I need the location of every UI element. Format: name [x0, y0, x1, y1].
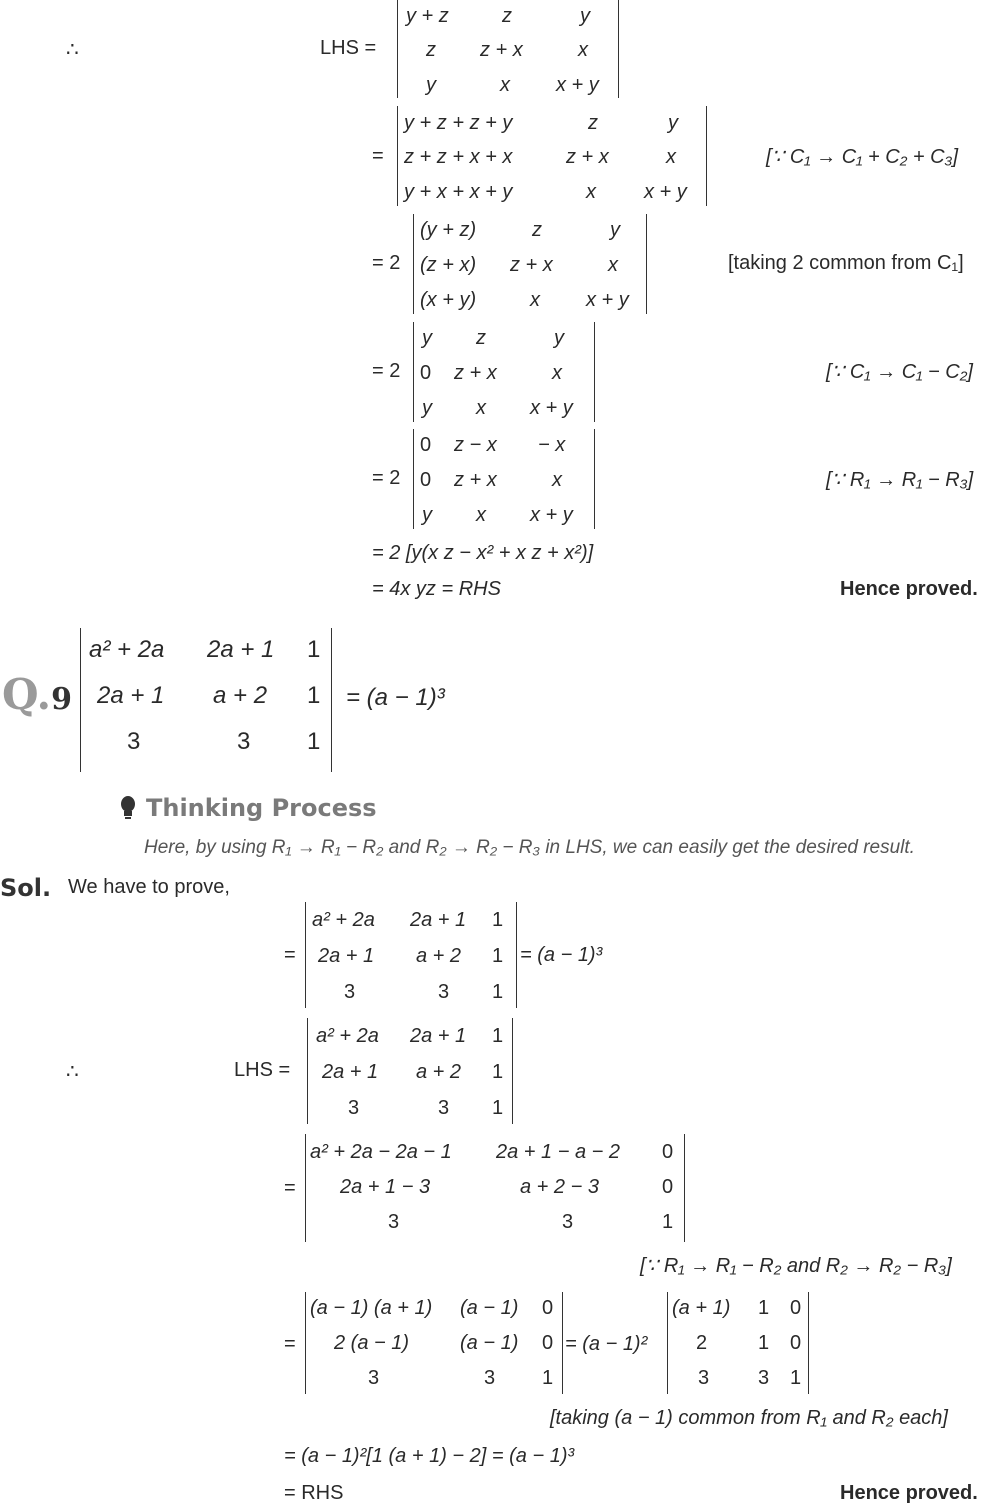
note-column-op-1: [∵ C₁ → C₁ + C₂ + C₃] — [766, 146, 959, 168]
solE-r3c3: 1 — [790, 1367, 802, 1389]
det4-r1c2: z — [476, 327, 486, 349]
thinking-process-title: Thinking Process — [146, 794, 377, 822]
solD-r1c3: 0 — [542, 1297, 554, 1319]
question-num: 9 — [51, 682, 72, 717]
solB-r3c3: 1 — [492, 1097, 504, 1119]
det1-r2c2: z + x — [480, 39, 523, 61]
q9-r2c2: a + 2 — [213, 682, 268, 709]
solA-r2c1: 2a + 1 — [318, 945, 375, 967]
det5-r3c3: x + y — [530, 504, 573, 526]
hence-proved-1: Hence proved. — [840, 578, 978, 600]
det4-r2c3: x — [552, 362, 562, 384]
sol-determinant-b — [307, 1018, 513, 1124]
det3-r2c3: x — [608, 254, 618, 276]
q9-r3c1: 3 — [127, 728, 141, 755]
det1-r2c3: x — [578, 39, 588, 61]
solE-r3c2: 3 — [758, 1367, 770, 1389]
det1-r1c3: y — [580, 5, 590, 27]
sol-line-1: = (a − 1)²[1 (a + 1) − 2] = (a − 1)³ — [284, 1445, 575, 1467]
solE-r3c1: 3 — [698, 1367, 710, 1389]
det5-r2c2: z + x — [454, 469, 497, 491]
solD-r1c1: (a − 1) (a + 1) — [310, 1297, 433, 1319]
det1-r3c2: x — [500, 74, 510, 96]
det2-r3c3: x + y — [644, 181, 687, 203]
solB-r2c3: 1 — [492, 1061, 504, 1083]
det2-r1c2: z — [588, 112, 598, 134]
question-dot: . — [36, 670, 52, 719]
sol-equals-a: = — [284, 944, 296, 966]
solD-r3c2: 3 — [484, 1367, 496, 1389]
solB-r2c1: 2a + 1 — [322, 1061, 379, 1083]
det5-r2c3: x — [552, 469, 562, 491]
q9-r2c3: 1 — [307, 682, 321, 709]
det2-r3c2: x — [586, 181, 596, 203]
det5-r1c3: − x — [538, 434, 566, 456]
solC-r2c2: a + 2 − 3 — [520, 1176, 599, 1198]
det2-r3c1: y + x + x + y — [404, 181, 513, 203]
equals-two-4: = 2 — [372, 360, 401, 382]
solA-r2c2: a + 2 — [416, 945, 462, 967]
solE-r1c2: 1 — [758, 1297, 770, 1319]
solA-r1c2: 2a + 1 — [410, 909, 467, 931]
q9-determinant — [80, 628, 332, 772]
det3-r3c1: (x + y) — [420, 289, 477, 311]
det1-r1c2: z — [502, 5, 512, 27]
question-letter: Q — [2, 670, 37, 719]
solA-r1c1: a² + 2a — [312, 909, 375, 931]
solD-r2c3: 0 — [542, 1332, 554, 1354]
determinant-4 — [413, 322, 595, 422]
solE-r2c3: 0 — [790, 1332, 802, 1354]
det4-r3c1: y — [422, 397, 432, 419]
det3-r1c2: z — [532, 219, 542, 241]
sol-equals-d: = — [284, 1333, 296, 1355]
determinant-5 — [413, 429, 595, 529]
solC-r3c1: 3 — [388, 1211, 400, 1233]
det5-r2c1: 0 — [420, 469, 432, 491]
solC-r1c3: 0 — [662, 1141, 674, 1163]
q9-r1c1: a² + 2a — [89, 636, 165, 663]
det4-r3c2: x — [476, 397, 486, 419]
q9-r2c1: 2a + 1 — [97, 682, 165, 709]
note-column-op-2: [∵ C₁ → C₁ − C₂] — [826, 361, 973, 383]
equals-two-5: = 2 — [372, 467, 401, 489]
det2-r2c3: x — [666, 146, 676, 168]
solB-r3c2: 3 — [438, 1097, 450, 1119]
solD-r2c2: (a − 1) — [460, 1332, 519, 1354]
hence-proved-2: Hence proved. — [840, 1482, 978, 1504]
lightbulb-icon — [118, 794, 138, 826]
solution-label: Sol. — [0, 874, 52, 902]
sol-line-2: = RHS — [284, 1482, 344, 1504]
det3-r1c3: y — [610, 219, 620, 241]
det2-r2c1: z + z + x + x — [404, 146, 513, 168]
q9-r1c3: 1 — [307, 636, 321, 663]
det4-r1c1: y — [422, 327, 432, 349]
q9-rhs: = (a − 1)³ — [346, 684, 445, 711]
sol-equals-c: = — [284, 1177, 296, 1199]
det5-r3c2: x — [476, 504, 486, 526]
thinking-process-text: Here, by using R₁ → R₁ − R₂ and R₂ → R₂ − R₃ in LHS, we can easily get the desired result. — [144, 837, 915, 858]
note-taking-2-common: [taking 2 common from C₁] — [728, 252, 964, 274]
sol-determinant-c — [305, 1134, 685, 1242]
sol-determinant-d — [305, 1292, 563, 1394]
solB-r1c1: a² + 2a — [316, 1025, 379, 1047]
therefore-symbol: ∴ — [66, 39, 79, 61]
solA-r3c2: 3 — [438, 981, 450, 1003]
q9-r3c2: 3 — [237, 728, 251, 755]
lhs-label: LHS = — [320, 37, 377, 59]
det4-r2c2: z + x — [454, 362, 497, 384]
solA-r3c3: 1 — [492, 981, 504, 1003]
determinant-1 — [397, 0, 619, 98]
det3-r1c1: (y + z) — [420, 219, 477, 241]
solD-r3c1: 3 — [368, 1367, 380, 1389]
det3-r3c3: x + y — [586, 289, 629, 311]
solB-r1c3: 1 — [492, 1025, 504, 1047]
solE-r1c1: (a + 1) — [672, 1297, 731, 1319]
note-taking-common: [taking (a − 1) common from R₁ and R₂ each] — [550, 1407, 948, 1429]
determinant-3 — [413, 214, 647, 314]
solution-intro: We have to prove, — [68, 876, 230, 898]
equals-two-3: = 2 — [372, 252, 401, 274]
solA-r3c1: 3 — [344, 981, 356, 1003]
note-row-ops: [∵ R₁ → R₁ − R₂ and R₂ → R₂ − R₃] — [640, 1255, 952, 1277]
det1-r1c1: y + z — [406, 5, 449, 27]
det3-r2c1: (z + x) — [420, 254, 477, 276]
solC-r1c2: 2a + 1 − a − 2 — [496, 1141, 620, 1163]
solB-r1c2: 2a + 1 — [410, 1025, 467, 1047]
det2-r2c2: z + x — [566, 146, 609, 168]
equals-2: = — [372, 145, 384, 167]
sol-determinant-a — [305, 902, 517, 1008]
question-number — [2, 670, 72, 719]
solE-r2c2: 1 — [758, 1332, 770, 1354]
solA-r1c3: 1 — [492, 909, 504, 931]
solE-r2c1: 2 — [696, 1332, 708, 1354]
det3-r3c2: x — [530, 289, 540, 311]
solB-r3c1: 3 — [348, 1097, 360, 1119]
det5-r1c2: z − x — [454, 434, 497, 456]
solD-r3c3: 1 — [542, 1367, 554, 1389]
det5-r1c1: 0 — [420, 434, 432, 456]
solC-r3c2: 3 — [562, 1211, 574, 1233]
det4-r2c1: 0 — [420, 362, 432, 384]
solC-r3c3: 1 — [662, 1211, 674, 1233]
det4-r1c3: y — [554, 327, 564, 349]
solA-r2c3: 1 — [492, 945, 504, 967]
det2-r1c3: y — [668, 112, 678, 134]
solD-r2c1: 2 (a − 1) — [334, 1332, 410, 1354]
sol-lhs-label: LHS = — [234, 1059, 291, 1081]
q9-r3c3: 1 — [307, 728, 321, 755]
det5-r3c1: y — [422, 504, 432, 526]
expansion-line: = 2 [y(x z − x² + x z + x²)] — [372, 542, 594, 564]
solB-r2c2: a + 2 — [416, 1061, 462, 1083]
det1-r2c1: z — [426, 39, 436, 61]
solE-r1c3: 0 — [790, 1297, 802, 1319]
solC-r2c3: 0 — [662, 1176, 674, 1198]
note-row-op-1: [∵ R₁ → R₁ − R₃] — [826, 469, 974, 491]
det1-r3c1: y — [426, 74, 436, 96]
sol-mid-factor: = (a − 1)² — [565, 1333, 648, 1355]
det2-r1c1: y + z + z + y — [404, 112, 513, 134]
determinant-2 — [397, 106, 707, 206]
det3-r2c2: z + x — [510, 254, 553, 276]
sol-therefore: ∴ — [66, 1061, 79, 1083]
result-line: = 4x yz = RHS — [372, 578, 501, 600]
solC-r1c1: a² + 2a − 2a − 1 — [310, 1141, 452, 1163]
sol-rhs-a: = (a − 1)³ — [520, 944, 603, 966]
solD-r1c2: (a − 1) — [460, 1297, 519, 1319]
sol-determinant-e — [667, 1292, 809, 1394]
solC-r2c1: 2a + 1 − 3 — [340, 1176, 431, 1198]
q9-r1c2: 2a + 1 — [207, 636, 275, 663]
det1-r3c3: x + y — [556, 74, 599, 96]
det4-r3c3: x + y — [530, 397, 573, 419]
